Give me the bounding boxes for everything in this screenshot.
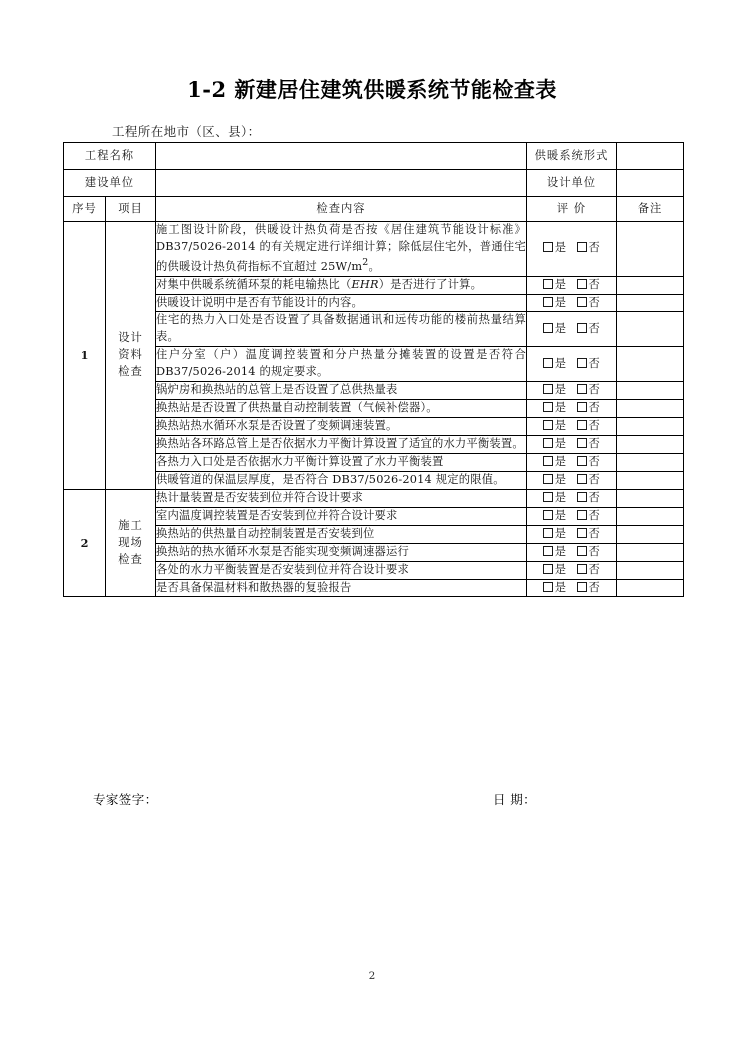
remark-cell[interactable] [617, 276, 684, 294]
checkbox-label: 是 [554, 472, 567, 486]
table-row [64, 453, 684, 471]
section-project-line: 现场 [118, 535, 143, 549]
check-content-cell: 对集中供暖系统循环泵的耗电输热比（EHR）是否进行了计算。 [156, 276, 527, 294]
check-content-cell: 热计量装置是否安装到位并符合设计要求 [156, 489, 527, 507]
checkbox-yes[interactable] [543, 562, 567, 579]
checkbox-yes[interactable] [543, 356, 567, 373]
checkbox-box-icon[interactable] [543, 582, 553, 592]
evaluation-cell[interactable] [527, 489, 617, 507]
remark-cell[interactable] [617, 222, 684, 277]
column-header-row [64, 197, 684, 222]
evaluation-cell[interactable] [527, 276, 617, 294]
checkbox-no[interactable] [577, 240, 601, 257]
table-row [64, 561, 684, 579]
check-content-cell: 室内温度调控装置是否安装到位并符合设计要求 [156, 507, 527, 525]
checkbox-label: 是 [554, 508, 567, 522]
info-label-right: 供暖系统形式 [527, 143, 617, 170]
evaluation-cell[interactable] [527, 400, 617, 418]
check-content-cell: 各处的水力平衡装置是否安装到位并符合设计要求 [156, 561, 527, 579]
evaluation-cell[interactable] [527, 579, 617, 597]
checkbox-label: 否 [588, 241, 601, 255]
check-content-cell: 住户分室（户）温度调控装置和分户热量分摊装置的设置是否符合 DB37/5026-2014 的规定要求。 [156, 347, 527, 382]
section-project-line: 资料 [118, 347, 143, 361]
remark-cell[interactable] [617, 579, 684, 597]
remark-cell[interactable] [617, 400, 684, 418]
checkbox-box-icon[interactable] [543, 420, 553, 430]
date-label: 日 期： [493, 792, 537, 807]
section-project-cell [106, 222, 156, 490]
col-header-index: 序号 [64, 197, 106, 222]
checkbox-box-icon[interactable] [577, 582, 587, 592]
checkbox-no[interactable] [577, 580, 601, 597]
checkbox-no[interactable] [577, 418, 601, 435]
section-index-cell: 2 [64, 489, 106, 597]
check-content-cell: 换热站各环路总管上是否依据水力平衡计算设置了适宜的水力平衡装置。 [156, 436, 527, 454]
checkbox-no[interactable] [577, 472, 601, 489]
remark-cell[interactable] [617, 561, 684, 579]
info-row [64, 170, 684, 197]
remark-cell[interactable] [617, 453, 684, 471]
checkbox-label: 是 [554, 437, 567, 451]
remark-cell[interactable] [617, 471, 684, 489]
checkbox-box-icon[interactable] [543, 402, 553, 412]
checkbox-label: 是 [554, 490, 567, 504]
table-row [64, 525, 684, 543]
checkbox-box-icon[interactable] [543, 279, 553, 289]
checkbox-label: 是 [554, 544, 567, 558]
checkbox-no[interactable] [577, 277, 601, 294]
checkbox-box-icon[interactable] [577, 358, 587, 368]
table-row [64, 543, 684, 561]
checkbox-no[interactable] [577, 356, 601, 373]
info-value-right[interactable] [617, 170, 684, 197]
check-content-cell: 住宅的热力入口处是否设置了具备数据通讯和远传功能的楼前热量结算表。 [156, 312, 527, 347]
checkbox-label: 否 [588, 277, 601, 291]
table-row [64, 418, 684, 436]
checkbox-label: 否 [588, 454, 601, 468]
checkbox-label: 否 [588, 356, 601, 370]
evaluation-cell[interactable] [527, 471, 617, 489]
checkbox-box-icon[interactable] [577, 279, 587, 289]
check-content-cell: 锅炉房和换热站的总管上是否设置了总供热量表 [156, 382, 527, 400]
evaluation-cell[interactable] [527, 382, 617, 400]
checkbox-label: 是 [554, 383, 567, 397]
section-project-line: 检查 [118, 364, 143, 378]
checkbox-yes[interactable] [543, 436, 567, 453]
col-header-project: 项目 [106, 197, 156, 222]
remark-cell[interactable] [617, 312, 684, 347]
check-content-cell: 换热站的供热量自动控制装置是否安装到位 [156, 525, 527, 543]
checkbox-label: 否 [588, 580, 601, 594]
remark-cell[interactable] [617, 436, 684, 454]
evaluation-cell[interactable] [527, 347, 617, 382]
checkbox-box-icon[interactable] [543, 438, 553, 448]
remark-cell[interactable] [617, 382, 684, 400]
remark-cell[interactable] [617, 294, 684, 312]
checkbox-label: 是 [554, 295, 567, 309]
checkbox-no[interactable] [577, 508, 601, 525]
table-row [64, 471, 684, 489]
checkbox-no[interactable] [577, 436, 601, 453]
info-label-right: 设计单位 [527, 170, 617, 197]
checkbox-label: 是 [554, 401, 567, 415]
checkbox-yes[interactable] [543, 490, 567, 507]
checkbox-box-icon[interactable] [543, 358, 553, 368]
checkbox-yes[interactable] [543, 526, 567, 543]
checkbox-yes[interactable] [543, 321, 567, 338]
checkbox-box-icon[interactable] [577, 564, 587, 574]
evaluation-cell[interactable] [527, 507, 617, 525]
info-value-right[interactable] [617, 143, 684, 170]
info-value-left[interactable] [156, 170, 527, 197]
evaluation-cell[interactable] [527, 222, 617, 277]
checkbox-yes[interactable] [543, 240, 567, 257]
checkbox-box-icon[interactable] [577, 456, 587, 466]
section-project-line: 检查 [118, 552, 143, 566]
checkbox-label: 是 [554, 321, 567, 335]
checkbox-yes[interactable] [543, 277, 567, 294]
checkbox-box-icon[interactable] [577, 384, 587, 394]
checkbox-box-icon[interactable] [543, 323, 553, 333]
checkbox-label: 是 [554, 454, 567, 468]
checkbox-box-icon[interactable] [543, 546, 553, 556]
checkbox-no[interactable] [577, 562, 601, 579]
checkbox-box-icon[interactable] [543, 474, 553, 484]
section-index-cell: 1 [64, 222, 106, 490]
checkbox-label: 否 [588, 401, 601, 415]
checkbox-box-icon[interactable] [543, 456, 553, 466]
remark-cell[interactable] [617, 418, 684, 436]
checkbox-box-icon[interactable] [577, 546, 587, 556]
remark-cell[interactable] [617, 489, 684, 507]
evaluation-cell[interactable] [527, 312, 617, 347]
checkbox-label: 否 [588, 295, 601, 309]
check-content-cell: 供暖设计说明中是否有节能设计的内容。 [156, 294, 527, 312]
col-header-evaluation: 评 价 [527, 197, 617, 222]
info-row [64, 143, 684, 170]
remark-cell[interactable] [617, 347, 684, 382]
checkbox-box-icon[interactable] [543, 242, 553, 252]
check-content-cell: 换热站是否设置了供热量自动控制装置（气候补偿器）。 [156, 400, 527, 418]
table-row [64, 294, 684, 312]
remark-cell[interactable] [617, 507, 684, 525]
unit-superscript: 2 [362, 256, 369, 268]
checkbox-box-icon[interactable] [577, 474, 587, 484]
table-row [64, 489, 684, 507]
col-header-remark: 备注 [617, 197, 684, 222]
checkbox-no[interactable] [577, 382, 601, 399]
checkbox-label: 否 [588, 419, 601, 433]
checkbox-label: 否 [588, 437, 601, 451]
checkbox-yes[interactable] [543, 472, 567, 489]
checkbox-label: 否 [588, 383, 601, 397]
checkbox-no[interactable] [577, 544, 601, 561]
checkbox-yes[interactable] [543, 454, 567, 471]
checkbox-yes[interactable] [543, 544, 567, 561]
checkbox-yes[interactable] [543, 382, 567, 399]
checkbox-box-icon[interactable] [577, 323, 587, 333]
evaluation-cell[interactable] [527, 525, 617, 543]
checkbox-box-icon[interactable] [543, 510, 553, 520]
checkbox-label: 是 [554, 241, 567, 255]
checkbox-label: 否 [588, 544, 601, 558]
checkbox-label: 是 [554, 526, 567, 540]
check-content-cell: 换热站热水循环水泵是否设置了变频调速装置。 [156, 418, 527, 436]
table-row [64, 312, 684, 347]
checkbox-label: 是 [554, 580, 567, 594]
checkbox-box-icon[interactable] [543, 384, 553, 394]
remark-cell[interactable] [617, 525, 684, 543]
check-content-cell: 各热力入口处是否依据水力平衡计算设置了水力平衡装置 [156, 453, 527, 471]
check-content-cell: 供暖管道的保温层厚度，是否符合 DB37/5026-2014 规定的限值。 [156, 471, 527, 489]
checkbox-no[interactable] [577, 321, 601, 338]
evaluation-cell[interactable] [527, 294, 617, 312]
checkbox-label: 否 [588, 490, 601, 504]
checkbox-box-icon[interactable] [543, 564, 553, 574]
evaluation-cell[interactable] [527, 436, 617, 454]
checkbox-box-icon[interactable] [543, 492, 553, 502]
table-row [64, 507, 684, 525]
checkbox-box-icon[interactable] [577, 297, 587, 307]
evaluation-cell[interactable] [527, 418, 617, 436]
checkbox-yes[interactable] [543, 580, 567, 597]
checkbox-label: 是 [554, 419, 567, 433]
location-label: 工程所在地市（区、县）： [112, 124, 261, 139]
checkbox-no[interactable] [577, 400, 601, 417]
checkbox-box-icon[interactable] [543, 297, 553, 307]
info-value-left[interactable] [156, 143, 527, 170]
table-row [64, 579, 684, 597]
info-label-left: 工程名称 [64, 143, 156, 170]
checkbox-no[interactable] [577, 526, 601, 543]
checkbox-box-icon[interactable] [577, 438, 587, 448]
checkbox-yes[interactable] [543, 508, 567, 525]
table-row [64, 347, 684, 382]
table-row [64, 382, 684, 400]
check-content-cell: 换热站的热水循环水泵是否能实现变频调速器运行 [156, 543, 527, 561]
checkbox-box-icon[interactable] [543, 528, 553, 538]
section-project-line: 施工 [118, 518, 143, 532]
page-number: 2 [368, 970, 376, 982]
checkbox-box-icon[interactable] [577, 402, 587, 412]
checkbox-box-icon[interactable] [577, 492, 587, 502]
checkbox-yes[interactable] [543, 295, 567, 312]
abbreviation-ehr: EHR [351, 277, 379, 291]
checkbox-yes[interactable] [543, 418, 567, 435]
checkbox-box-icon[interactable] [577, 420, 587, 430]
table-row [64, 222, 684, 277]
checkbox-label: 否 [588, 508, 601, 522]
table-row [64, 436, 684, 454]
evaluation-cell[interactable] [527, 561, 617, 579]
remark-cell[interactable] [617, 543, 684, 561]
expert-signature-label: 专家签字： [93, 792, 158, 807]
page-title: 1-2 新建居住建筑供暖系统节能检查表 [187, 77, 557, 102]
inspection-form-table [63, 142, 684, 597]
checkbox-label: 否 [588, 562, 601, 576]
checkbox-label: 否 [588, 472, 601, 486]
table-row [64, 400, 684, 418]
checkbox-no[interactable] [577, 490, 601, 507]
checkbox-box-icon[interactable] [577, 528, 587, 538]
evaluation-cell[interactable] [527, 453, 617, 471]
checkbox-label: 否 [588, 321, 601, 335]
col-header-content: 检查内容 [156, 197, 527, 222]
table-row [64, 276, 684, 294]
checkbox-label: 否 [588, 526, 601, 540]
check-content-cell: 施工图设计阶段，供暖设计热负荷是否按《居住建筑节能设计标准》DB37/5026-2014 的有关规定进行详细计算；除低层住宅外，普通住宅的供暖设计热负荷指标不宜超过 $25W/m^2$。 [156, 222, 527, 277]
checkbox-no[interactable] [577, 295, 601, 312]
checkbox-no[interactable] [577, 454, 601, 471]
checkbox-label: 是 [554, 277, 567, 291]
checkbox-box-icon[interactable] [577, 510, 587, 520]
info-label-left: 建设单位 [64, 170, 156, 197]
section-project-cell [106, 489, 156, 597]
checkbox-label: 是 [554, 562, 567, 576]
checkbox-label: 是 [554, 356, 567, 370]
checkbox-box-icon[interactable] [577, 242, 587, 252]
check-content-cell: 是否具备保温材料和散热器的复验报告 [156, 579, 527, 597]
section-project-line: 设计 [118, 331, 143, 344]
checkbox-yes[interactable] [543, 400, 567, 417]
evaluation-cell[interactable] [527, 543, 617, 561]
